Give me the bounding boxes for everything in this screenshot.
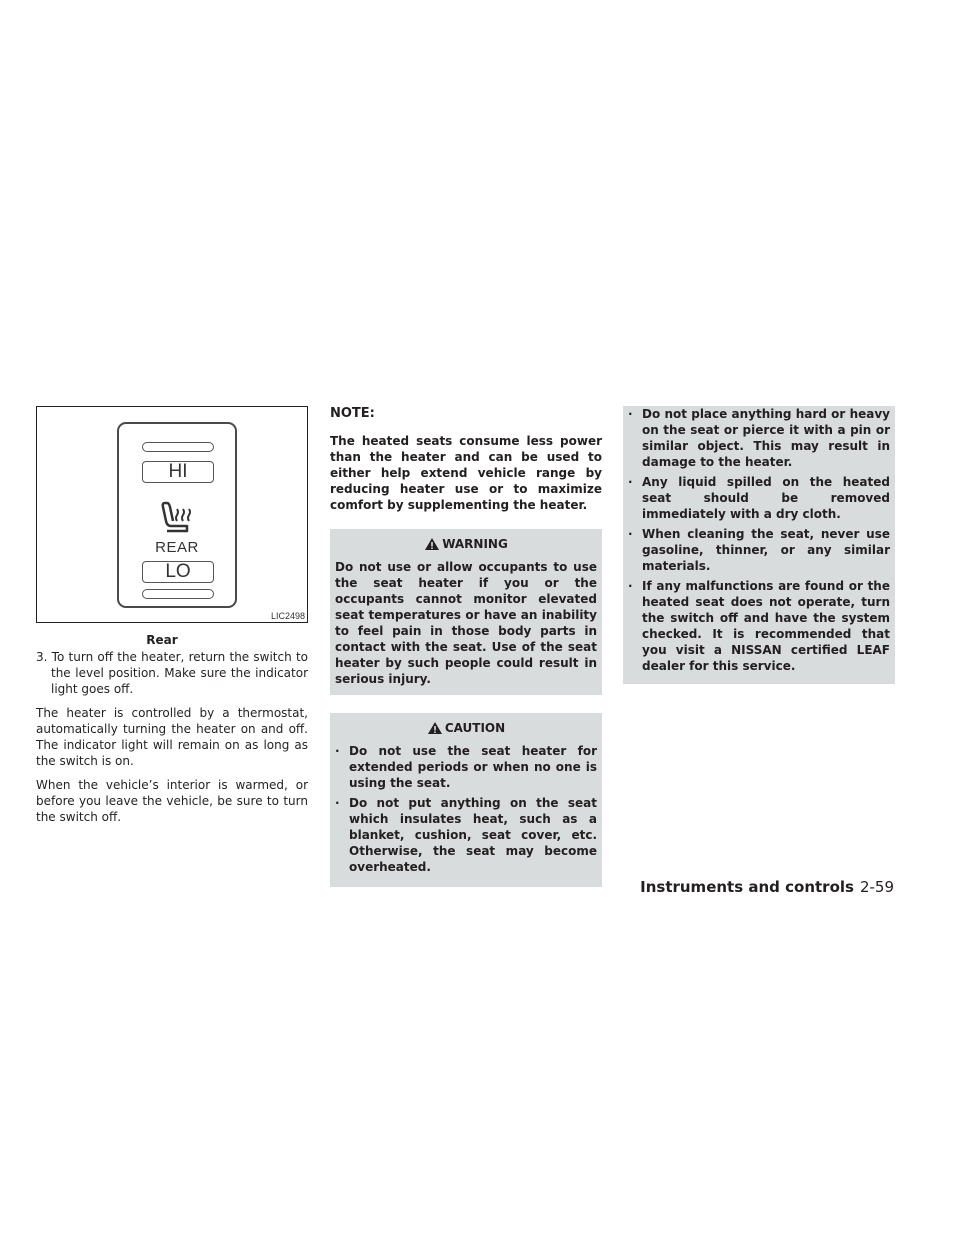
lo-indicator-slot xyxy=(142,589,214,599)
hi-button: HI xyxy=(142,461,214,483)
caution-item: · If any malfunctions are found or the heated seat does not operate, turn the switch off and have the system checked. It is recommended that you visit a NISSAN certified LEAF dealer for this service. xyxy=(628,578,890,674)
turn-off-paragraph: When the vehicle’s interior is warmed, or before you leave the vehicle, be sure to turn the switch off. xyxy=(36,778,308,824)
page-footer xyxy=(640,878,894,896)
warning-box xyxy=(330,529,602,695)
caution-box-continued xyxy=(623,406,895,684)
caution-item: · Do not use the seat heater for extended periods or when no one is using the seat. xyxy=(335,743,597,791)
rear-label: REAR xyxy=(155,539,199,556)
lo-button: LO xyxy=(142,561,214,583)
page-number: 2-59 xyxy=(859,878,894,896)
middle-column xyxy=(330,406,602,905)
hi-indicator-slot xyxy=(142,442,214,452)
heated-seat-icon xyxy=(157,501,197,537)
figure-caption: Rear xyxy=(146,633,178,647)
seat-heater-switch-panel xyxy=(117,422,237,608)
caution-box xyxy=(330,713,602,887)
caution-item: · Any liquid spilled on the heated seat should be removed immediately with a dry cloth. xyxy=(628,474,890,522)
note-body: The heated seats consume less power than the heater and can be used to either help extend vehicle range by reducing heater use or to maximize comfort by supplementing the heater. xyxy=(330,434,602,512)
figure-code: LIC2498 xyxy=(270,611,305,621)
warning-header xyxy=(335,537,597,551)
step-3: 3. To turn off the heater, return the switch to the level position. Make sure the indicator light goes off. xyxy=(36,650,308,696)
warning-title: WARNING xyxy=(442,537,508,551)
warning-triangle-icon xyxy=(424,537,440,551)
thermostat-paragraph: The heater is controlled by a thermostat, automatically turning the heater on and off. The indicator light will remain on as long as the switch is on. xyxy=(36,706,308,768)
caution-header xyxy=(335,721,597,735)
warning-text: Do not use or allow occupants to use the seat heater if you or the occupants cannot monitor elevated seat temperatures or have an inability to feel pain in those body parts in contact with the seat. Use of the seat heater by such people could result in serious injury. xyxy=(335,560,597,686)
right-column xyxy=(623,406,895,702)
left-column xyxy=(36,406,308,833)
caution-title: CAUTION xyxy=(444,721,506,735)
caution-item: · When cleaning the seat, never use gasoline, thinner, or any similar materials. xyxy=(628,526,890,574)
caution-item: · Do not place anything hard or heavy on the seat or pierce it with a pin or similar object. This may result in damage to the heater. xyxy=(628,406,890,470)
caution-triangle-icon xyxy=(427,721,443,735)
note-title: NOTE: xyxy=(330,406,375,421)
section-title: Instruments and controls xyxy=(640,878,854,896)
caution-item: · Do not put anything on the seat which insulates heat, such as a blanket, cushion, seat cover, etc. Otherwise, the seat may become overheated. xyxy=(335,795,597,875)
rear-seat-heater-figure xyxy=(36,406,308,623)
